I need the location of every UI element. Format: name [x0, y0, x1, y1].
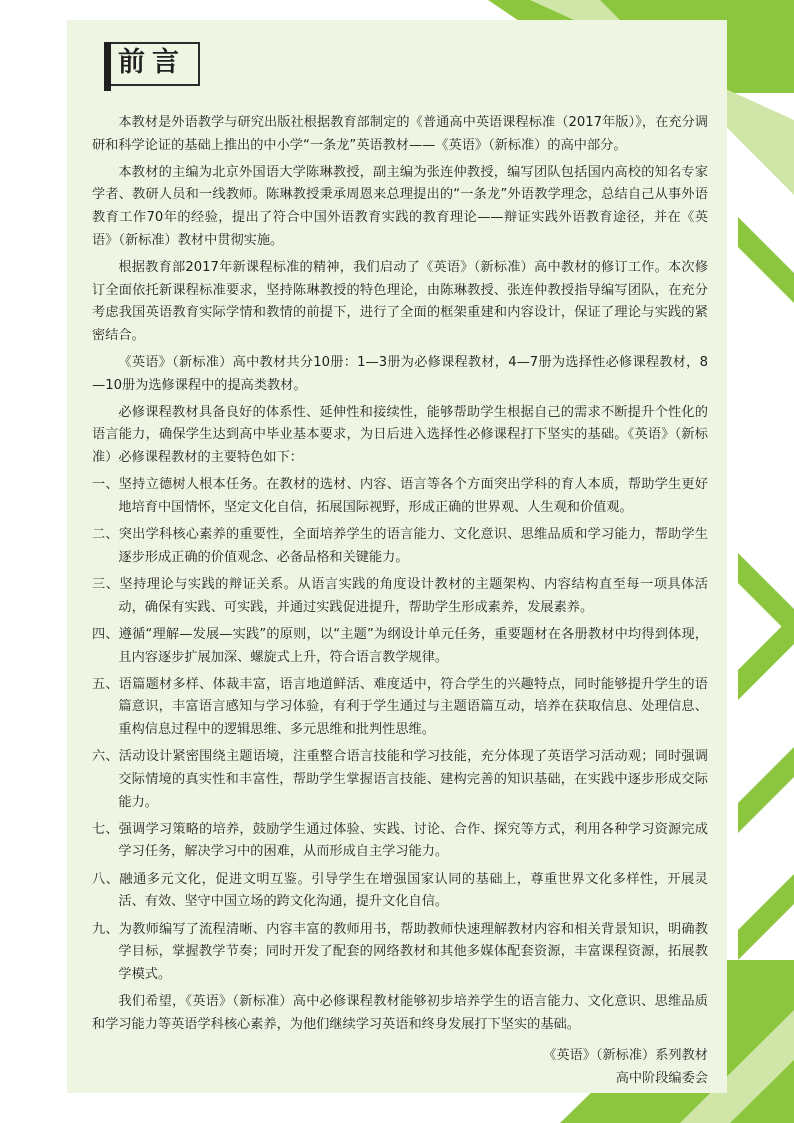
signature-series: 《英语》（新标准）系列教材 [543, 1048, 708, 1064]
feature-item: 五、语篇题材多样、体裁丰富，语言地道鲜活、难度适中，符合学生的兴趣特点，同时能够提升学生的语篇意识，丰富语言感知与学习体验，有利于学生通过与主题语篇互动，培养在获取信息、处理信息、重构信息过程中的逻辑思维、多元思维和批判性思维。 [92, 676, 708, 738]
feature-item: 二、突出学科核心素养的重要性，全面培养学生的语言能力、文化意识、思维品质和学习能力，帮助学生逐步形成正确的价值观念、必备品格和关键能力。 [92, 527, 708, 565]
intro-paragraph: 本教材是外语教学与研究出版社根据教育部制定的《普通高中英语课程标准（2017年版）》，在充分调研和科学论证的基础上推出的中小学“一条龙”英语教材——《英语》（新标准）的高中部分。 [92, 115, 708, 153]
preface-body [92, 112, 708, 1090]
right-stripe-3 [738, 614, 794, 700]
feature-item: 六、活动设计紧密围绕主题语境，注重整合语言技能和学习技能，充分体现了英语学习活动观；同时强调交际情境的真实性和丰富性，帮助学生掌握语言技能、建构完善的知识基础，在实践中逐步形成交际能力。 [92, 749, 708, 810]
intro-paragraph: 《英语》（新标准）高中教材共分10册：1—3册为必修课程教材，4—7册为选择性必修课程教材，8—10册为选修课程中的提高类教材。 [92, 355, 708, 393]
feature-item: 一、坚持立德树人根本任务。在教材的选材、内容、语言等各个方面突出学科的育人本质，帮助学生更好地培育中国情怀，坚定文化自信，拓展国际视野，形成正确的世界观、人生观和价值观。 [92, 477, 708, 515]
intro-paragraph: 根据教育部2017年新课程标准的精神，我们启动了《英语》（新标准）高中教材的修订工作。本次修订全面依托新课程标准要求，坚持陈琳教授的特色理论，由陈琳教授、张连仲教授指导编写团队，在充分考虑我国英语教育实际学情和教情的前提下，进行了全面的框架重建和内容设计，保证了理论与实践的紧密结合。 [92, 259, 708, 343]
right-stripe-1 [738, 217, 794, 303]
intro-paragraph: 本教材的主编为北京外国语大学陈琳教授，副主编为张连仲教授，编写团队包括国内高校的知名专家学者、教研人员和一线教师。陈琳教授秉承周恩来总理提出的“一条龙”外语教学理念，总结自己从事外语教育工作70年的经验，提出了符合中国外语教育实践的教育理论——辩证实践外语教育途径，并在《英语》（新标准）教材中贯彻实施。 [92, 164, 708, 248]
right-stripe-5 [738, 874, 794, 960]
feature-item: 三、坚持理论与实践的辩证关系。从语言实践的角度设计教材的主题架构、内容结构直至每一项具体活动，确保有实践、可实践，并通过实践促进提升，帮助学生形成素养，发展素养。 [92, 577, 708, 615]
feature-item: 四、遵循“理解—发展—实践”的原则，以“主题”为纲设计单元任务，重要题材在各册教材中均得到体现，且内容逐步扩展加深、螺旋式上升，符合语言教学规律。 [92, 626, 708, 665]
page-title: 前言 [118, 47, 186, 78]
title-accent-bar [104, 42, 111, 91]
feature-item: 八、融通多元文化，促进文明互鉴。引导学生在增强国家认同的基础上，尊重世界文化多样性，开展灵活、有效、坚守中国立场的跨文化沟通，提升文化自信。 [92, 871, 708, 910]
signature-committee: 高中阶段编委会 [615, 1070, 708, 1086]
intro-paragraph: 必修课程教材具备良好的体系性、延伸性和接续性，能够帮助学生根据自己的需求不断提升个性化的语言能力，确保学生达到高中毕业基本要求，为日后进入选择性必修课程打下坚实的基础。《英语》（新标准）必修课程教材的主要特色如下： [92, 404, 708, 466]
right-stripe-4 [738, 747, 794, 833]
feature-item: 七、强调学习策略的培养，鼓励学生通过体验、实践、讨论、合作、探究等方式，利用各种学习资源完成学习任务，解决学习中的困难，从而形成自主学习能力。 [92, 821, 708, 860]
feature-item: 九、为教师编写了流程清晰、内容丰富的教师用书，帮助教师快速理解教材内容和相关背景知识，明确教学目标，掌握教学节奏；同时开发了配套的网络教材和其他多媒体配套资源，丰富课程资源，拓展教学模式。 [92, 921, 708, 982]
closing-paragraph: 我们希望，《英语》（新标准）高中必修课程教材能够初步培养学生的语言能力、文化意识、思维品质和学习能力等英语学科核心素养，为他们继续学习英语和终身发展打下坚实的基础。 [92, 994, 708, 1032]
signature-block [92, 1045, 708, 1090]
